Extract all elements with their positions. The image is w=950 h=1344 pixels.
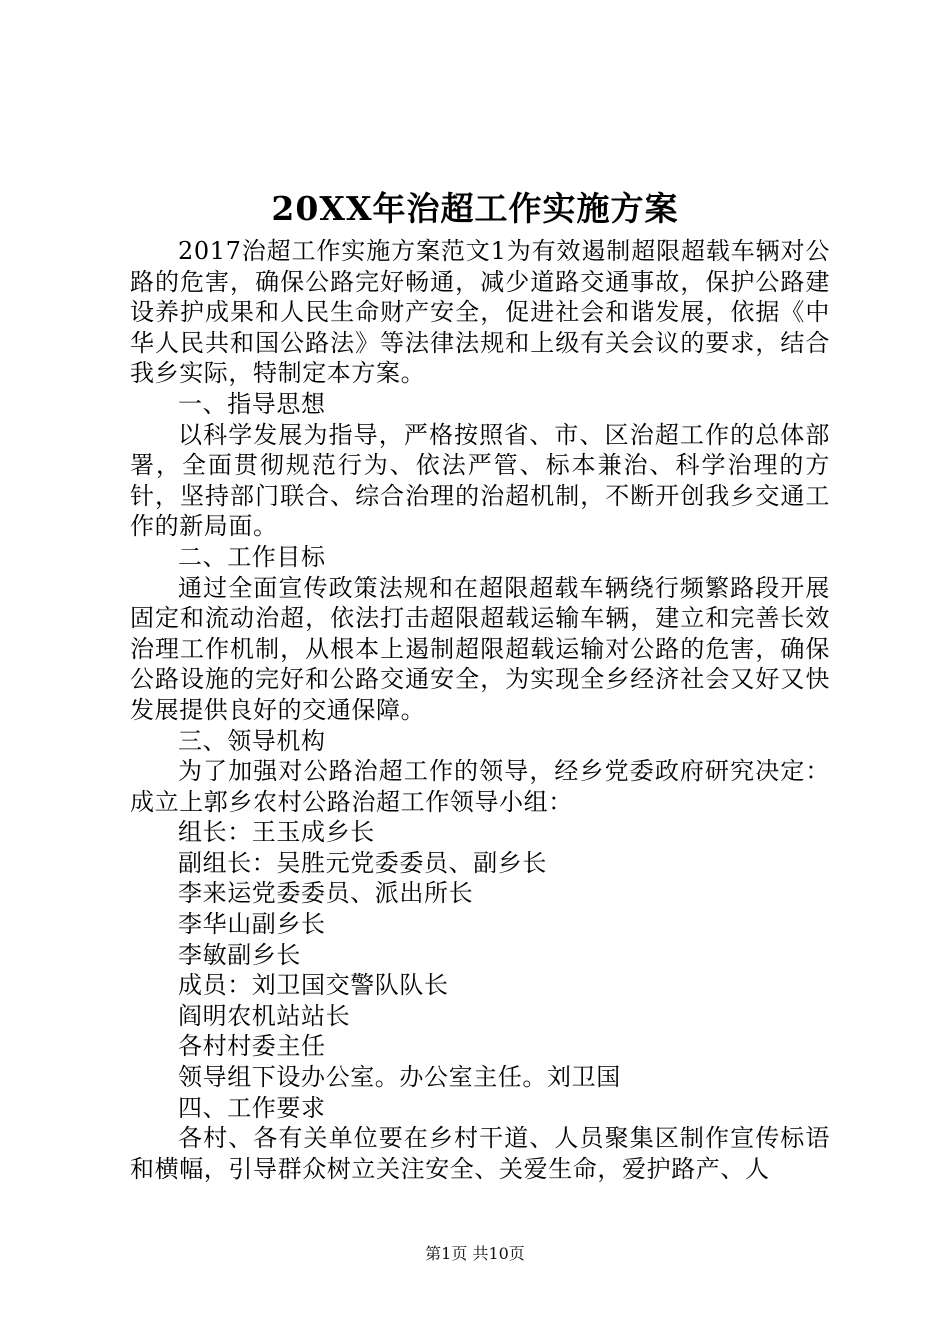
paragraph-work-requirements: 各村、各有关单位要在乡村干道、人员聚集区制作宣传标语和横幅，引导群众树立关注安全、关爱生命，爱护路产、人: [130, 1124, 830, 1183]
list-item: 阎明农机站站长: [178, 1001, 351, 1030]
list-item: 各村村委主任: [178, 1032, 326, 1061]
heading-work-requirements: 四、工作要求: [178, 1093, 326, 1122]
paragraph-intro: 2017治超工作实施方案范文1为有效遏制超限超载车辆对公路的危害，确保公路完好畅通，减少道路交通事故，保护公路建设养护成果和人民生命财产安全，促进社会和谐发展，依据《中华人民共和国公路法》等法律法规和上级有关会议的要求，结合我乡实际，特制定本方案。: [130, 237, 830, 388]
list-item: 李华山副乡长: [178, 910, 326, 939]
heading-work-goals: 二、工作目标: [178, 542, 326, 571]
list-item: 李来运党委委员、派出所长: [178, 879, 474, 908]
list-item: 成员：刘卫国交警队队长: [178, 971, 449, 1000]
page-number: 第1页 共10页: [425, 1244, 525, 1263]
list-item: 副组长：吴胜元党委委员、副乡长: [178, 848, 547, 877]
list-item: 组长：王玉成乡长: [178, 818, 375, 847]
document-title: 20XX年治超工作实施方案: [271, 189, 679, 228]
paragraph-guiding-thought: 以科学发展为指导，严格按照省、市、区治超工作的总体部署，全面贯彻规范行为、依法严管、标本兼治、科学治理的方针，坚持部门联合、综合治理的治超机制，不断开创我乡交通工作的新局面。: [130, 420, 830, 541]
list-item: 领导组下设办公室。办公室主任。刘卫国: [178, 1063, 621, 1092]
heading-leadership: 三、领导机构: [178, 726, 326, 755]
document-body: [130, 236, 830, 1184]
paragraph-work-goals: 通过全面宣传政策法规和在超限超载车辆绕行频繁路段开展固定和流动治超，依法打击超限超载运输车辆，建立和完善长效治理工作机制，从根本上遏制超限超载运输对公路的危害，确保公路设施的完好和公路交通安全，为实现全乡经济社会又好又快发展提供良好的交通保障。: [130, 573, 830, 724]
heading-guiding-thought: 一、指导思想: [178, 389, 326, 418]
paragraph-leadership: 为了加强对公路治超工作的领导，经乡党委政府研究决定：成立上郭乡农村公路治超工作领导小组：: [130, 757, 830, 816]
list-item: 李敏副乡长: [178, 940, 301, 969]
